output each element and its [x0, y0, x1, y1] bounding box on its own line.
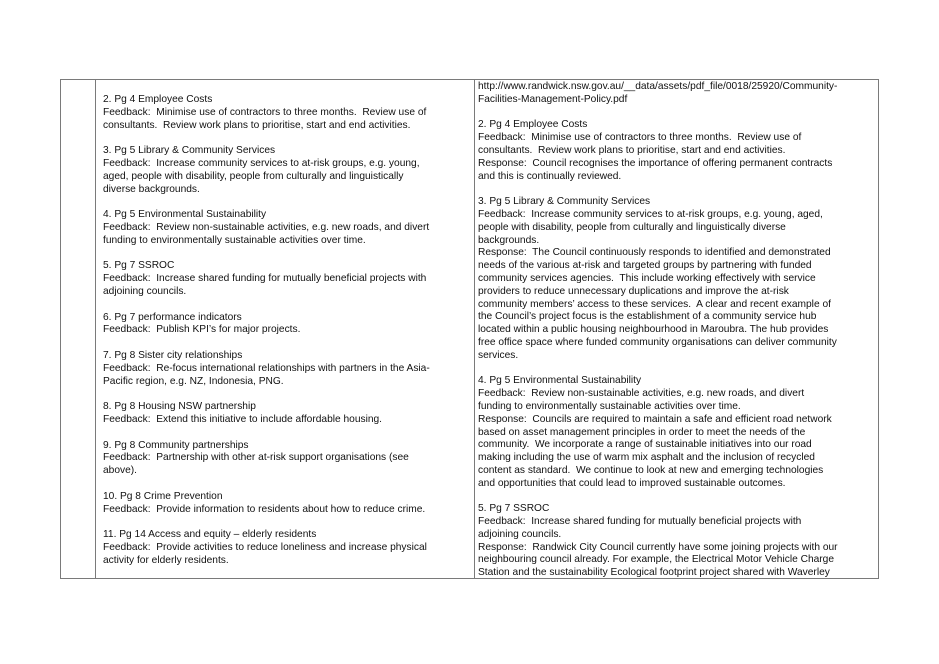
text-line: Response: Randwick City Council currently have some joining projects with our: [478, 541, 838, 553]
text-line: Feedback: Re-focus international relationships with partners in the Asia-: [103, 362, 430, 374]
text-line: based on asset management principles in order to meet the needs of the: [478, 426, 806, 438]
text-line: consultants. Review work plans to prioritise, start and end activities.: [478, 144, 786, 156]
text-line: and opportunities that could lead to improved sustainable outcomes.: [478, 477, 786, 489]
text-line: neighbouring council already. For example, the Electrical Motor Vehicle Charge: [478, 554, 834, 566]
text-line: adjoining councils.: [478, 528, 562, 540]
text-line: Response: Councils are required to maintain a safe and efficient road network: [478, 413, 832, 425]
text-line: services.: [478, 349, 519, 361]
text-line: Feedback: Provide information to residents about how to reduce crime.: [103, 503, 426, 515]
text-line: community members’ access to these services. A clear and recent example of: [478, 298, 831, 310]
text-line: Feedback: Increase community services to at-risk groups, e.g. young, aged,: [478, 208, 823, 220]
text-line: the Council’s project focus is the establishment of a community service hub: [478, 311, 817, 323]
text-line: diverse backgrounds.: [103, 183, 200, 195]
text-line: funding to environmentally sustainable activities over time.: [103, 234, 366, 246]
text-line: aged, people with disability, people from culturally and linguistically: [103, 170, 404, 182]
text-line: Feedback: Minimise use of contractors to three months. Review use of: [103, 106, 427, 118]
response-column: [478, 80, 878, 578]
text-line: 5. Pg 7 SSROC: [103, 260, 175, 272]
column-divider-right: [474, 80, 475, 578]
text-line: adjoining councils.: [103, 285, 187, 297]
text-line: Feedback: Partnership with other at-risk support organisations (see: [103, 452, 409, 464]
text-line: 8. Pg 8 Housing NSW partnership: [103, 401, 256, 413]
text-line: 6. Pg 7 performance indicators: [103, 311, 242, 323]
feedback-item: [103, 94, 467, 132]
text-line: Response: Council recognises the importance of offering permanent contracts: [478, 157, 833, 169]
text-line: http://www.randwick.nsw.gov.au/__data/assets/pdf_file/0018/25920/Community-: [478, 81, 838, 92]
text-line: Response: The Council continuously responds to identified and demonstrated: [478, 247, 831, 259]
text-line: consultants. Review work plans to prioritise, start and end activities.: [103, 119, 411, 131]
text-line: Feedback: Increase shared funding for mutually beneficial projects with: [478, 516, 802, 528]
text-line: 7. Pg 8 Sister city relationships: [103, 349, 243, 361]
text-line: Feedback: Provide activities to reduce loneliness and increase physical: [103, 541, 427, 553]
feedback-item: [103, 260, 467, 298]
text-line: 4. Pg 5 Environmental Sustainability: [478, 375, 642, 387]
feedback-table: [60, 79, 879, 579]
feedback-item: [103, 350, 467, 388]
text-line: Feedback: Review non-sustainable activities, e.g. new roads, and divert: [478, 388, 805, 400]
text-line: making including the use of warm mix asphalt and the inclusion of recycled: [478, 452, 815, 464]
text-line: Feedback: Minimise use of contractors to three months. Review use of: [478, 132, 802, 144]
text-line: 2. Pg 4 Employee Costs: [478, 119, 588, 131]
text-line: 9. Pg 8 Community partnerships: [103, 439, 249, 451]
response-item: [478, 503, 878, 578]
text-line: Feedback: Review non-sustainable activities, e.g. new roads, and divert: [103, 221, 430, 233]
text-line: Feedback: Increase community services to at-risk groups, e.g. young,: [103, 157, 420, 169]
text-line: free office space where funded community organisations can deliver community: [478, 336, 837, 348]
feedback-item: [103, 440, 467, 478]
feedback-column: [103, 80, 467, 578]
feedback-item: [103, 312, 467, 338]
text-line: community services agencies. This include working effectively with service: [478, 272, 816, 284]
response-item: [478, 196, 878, 362]
text-line: Feedback: Publish KPI’s for major projects.: [103, 324, 301, 336]
text-line: Feedback: Extend this initiative to include affordable housing.: [103, 413, 383, 425]
text-line: Feedback: Increase shared funding for mutually beneficial projects with: [103, 273, 427, 285]
column-divider-left: [95, 80, 96, 578]
feedback-item: [103, 401, 467, 427]
text-line: located within a public housing neighbourhood in Maroubra. The hub provides: [478, 324, 829, 336]
feedback-item: [103, 209, 467, 247]
response-item: [478, 119, 878, 183]
text-line: activity for elderly residents.: [103, 554, 229, 566]
feedback-item: [103, 145, 467, 196]
text-line: 4. Pg 5 Environmental Sustainability: [103, 209, 267, 221]
text-line: content as standard. We continue to look at new and emerging technologies: [478, 464, 824, 476]
text-line: community. We incorporate a range of sustainable initiatives into our road: [478, 439, 812, 451]
text-line: people with disability, people from culturally and linguistically diverse: [478, 221, 786, 233]
text-line: above).: [103, 465, 137, 477]
text-line: 11. Pg 14 Access and equity – elderly residents: [103, 529, 317, 541]
text-line: backgrounds.: [478, 234, 540, 246]
text-line: 3. Pg 5 Library & Community Services: [478, 196, 651, 208]
text-line: needs of the various at-risk and targeted groups by partnering with funded: [478, 260, 812, 272]
feedback-item: [103, 529, 467, 567]
response-item: [478, 375, 878, 490]
text-line: 10. Pg 8 Crime Prevention: [103, 490, 223, 502]
text-line: funding to environmentally sustainable activities over time.: [478, 400, 741, 412]
text-line: and this is continually reviewed.: [478, 170, 622, 182]
response-item: [478, 81, 878, 107]
text-line: 5. Pg 7 SSROC: [478, 503, 550, 515]
text-line: Facilities-Management-Policy.pdf: [478, 93, 628, 105]
text-line: Pacific region, e.g. NZ, Indonesia, PNG.: [103, 375, 284, 387]
text-line: 2. Pg 4 Employee Costs: [103, 94, 213, 105]
text-line: providers to reduce unnecessary duplications and improve the at-risk: [478, 285, 789, 297]
text-line: 3. Pg 5 Library & Community Services: [103, 145, 276, 157]
text-line: Station and the sustainability Ecological footprint project shared with Waverley: [478, 567, 830, 578]
feedback-item: [103, 491, 467, 517]
